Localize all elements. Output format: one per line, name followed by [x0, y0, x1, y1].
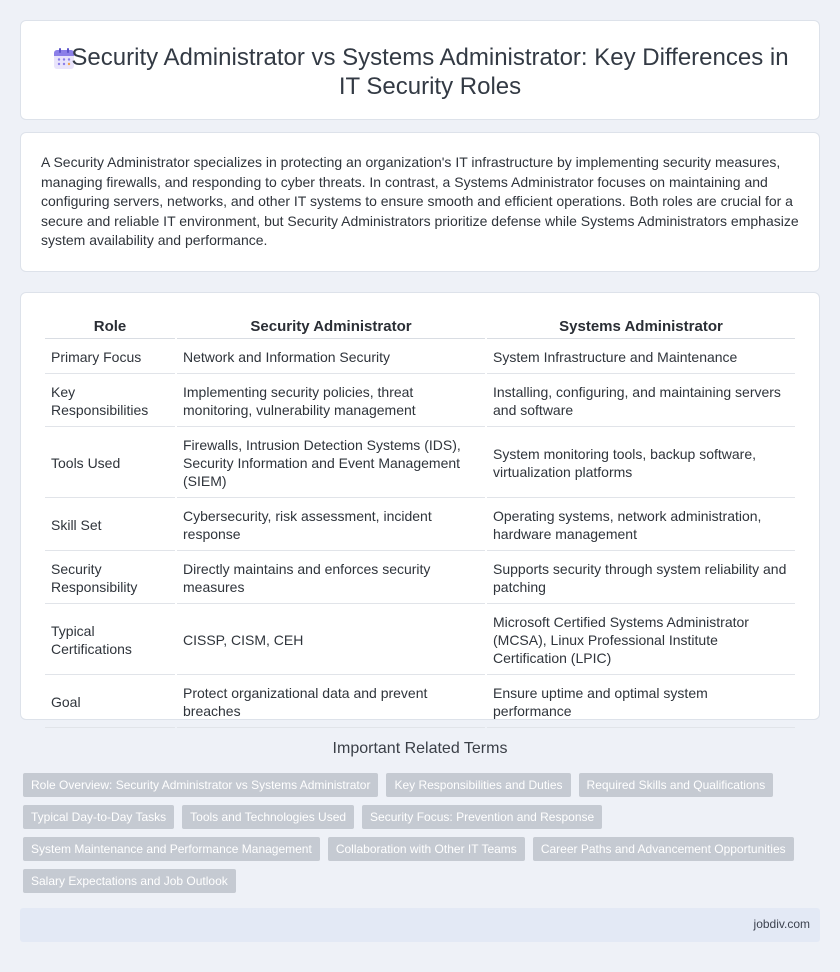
systems-admin-cell: Ensure uptime and optimal system performance — [487, 675, 795, 728]
systems-admin-cell: System Infrastructure and Maintenance — [487, 339, 795, 374]
security-admin-cell: Cybersecurity, risk assessment, incident response — [177, 498, 485, 551]
intro-paragraph: A Security Administrator specializes in protecting an organization's IT infrastructure by implementing security measures, managing firewalls, and responding to cyber threats. In contrast, a Systems Administrator focuses on maintaining and configuring servers, networks, and other IT systems to ensure smooth and efficient operations. Both roles are crucial for a secure and reliable IT environment, but Security Administrators prioritize defense while Systems Administrators emphasize system availability and performance. — [41, 154, 799, 249]
table-row — [45, 498, 795, 551]
table-row — [45, 339, 795, 374]
systems-admin-cell: Microsoft Certified Systems Administrator (MCSA), Linux Professional Institute Certification (LPIC) — [487, 604, 795, 675]
systems-admin-cell: Operating systems, network administration, hardware management — [487, 498, 795, 551]
systems-admin-cell: Supports security through system reliability and patching — [487, 551, 795, 604]
security-admin-cell: Firewalls, Intrusion Detection Systems (IDS), Security Information and Event Management (SIEM) — [177, 427, 485, 498]
table-row — [45, 675, 795, 728]
row-label: Security Responsibility — [45, 551, 175, 604]
table-row — [45, 374, 795, 427]
related-term-tag[interactable]: Tools and Technologies Used — [182, 805, 354, 829]
related-term-tag[interactable]: Career Paths and Advancement Opportunities — [533, 837, 794, 861]
systems-admin-cell: Installing, configuring, and maintaining servers and software — [487, 374, 795, 427]
related-term-tag[interactable]: Collaboration with Other IT Teams — [328, 837, 525, 861]
security-admin-cell: Protect organizational data and prevent breaches — [177, 675, 485, 728]
table-row — [45, 551, 795, 604]
row-label: Goal — [45, 675, 175, 728]
systems-admin-cell: System monitoring tools, backup software, virtualization platforms — [487, 427, 795, 498]
header-security-admin: Security Administrator — [177, 313, 485, 339]
comparison-table — [43, 313, 797, 728]
footer-bar — [20, 908, 820, 942]
security-admin-cell: Directly maintains and enforces security measures — [177, 551, 485, 604]
security-admin-cell: CISSP, CISM, CEH — [177, 604, 485, 675]
related-term-tag[interactable]: Typical Day-to-Day Tasks — [23, 805, 174, 829]
header-role: Role — [45, 313, 175, 339]
table-row — [45, 427, 795, 498]
comparison-card — [20, 292, 820, 720]
security-admin-cell: Network and Information Security — [177, 339, 485, 374]
related-terms-title: Important Related Terms — [332, 740, 508, 757]
page-title: Security Administrator vs Systems Administrator: Key Differences in IT Security Roles — [71, 44, 789, 100]
row-label: Typical Certifications — [45, 604, 175, 675]
header-systems-admin: Systems Administrator — [487, 313, 795, 339]
table-row — [45, 604, 795, 675]
intro-card — [20, 132, 820, 272]
security-admin-cell: Implementing security policies, threat monitoring, vulnerability management — [177, 374, 485, 427]
row-label: Key Responsibilities — [45, 374, 175, 427]
related-term-tag[interactable]: Required Skills and Qualifications — [579, 773, 774, 797]
row-label: Primary Focus — [45, 339, 175, 374]
related-terms-list — [23, 773, 803, 893]
row-label: Tools Used — [45, 427, 175, 498]
related-term-tag[interactable]: Security Focus: Prevention and Response — [362, 805, 602, 829]
related-term-tag[interactable]: Key Responsibilities and Duties — [386, 773, 570, 797]
related-term-tag[interactable]: Role Overview: Security Administrator vs Systems Administrator — [23, 773, 378, 797]
row-label: Skill Set — [45, 498, 175, 551]
related-term-tag[interactable]: System Maintenance and Performance Management — [23, 837, 320, 861]
header-card — [20, 20, 820, 120]
footer-site-link[interactable]: jobdiv.com — [753, 917, 810, 931]
table-header-row — [45, 313, 795, 339]
related-term-tag[interactable]: Salary Expectations and Job Outlook — [23, 869, 236, 893]
